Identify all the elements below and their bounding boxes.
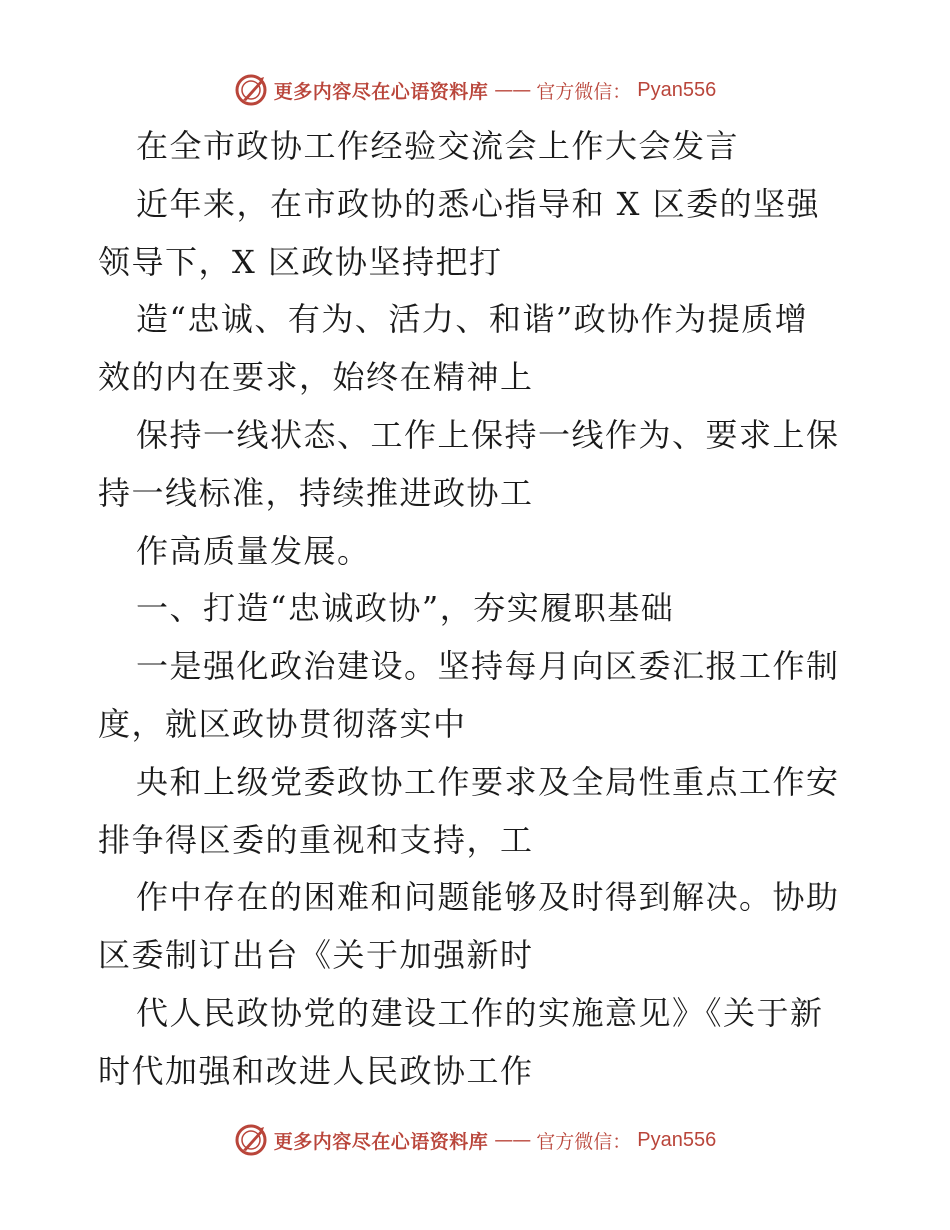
text-line: 区委制订出台《关于加强新时 bbox=[98, 936, 534, 975]
watermark-id: Pyan556 bbox=[637, 1128, 717, 1151]
quill-logo-icon bbox=[234, 1123, 268, 1157]
text-line: 保持一线状态、工作上保持一线作为、要求上保 bbox=[136, 415, 840, 454]
text-line: 一、打造“忠诚政协”，夯实履职基础 bbox=[136, 589, 675, 628]
watermark-footer bbox=[0, 1122, 950, 1158]
text-line: 造“忠诚、有为、活力、和谐”政协作为提质增 bbox=[136, 300, 809, 339]
watermark-brand: 更多内容尽在心语资料库 bbox=[273, 1130, 489, 1153]
text-line: 排争得区委的重视和支持，工 bbox=[98, 820, 534, 859]
watermark-id: Pyan556 bbox=[637, 78, 717, 101]
text-line: 近年来，在市政协的悉心指导和 X 区委的坚强 bbox=[136, 184, 821, 223]
watermark-dash: —— bbox=[494, 79, 531, 101]
text-line: 作高质量发展。 bbox=[136, 531, 371, 570]
watermark-dash: —— bbox=[494, 1129, 531, 1151]
watermark-label: 官方微信： bbox=[536, 1130, 632, 1153]
text-line: 效的内在要求，始终在精神上 bbox=[98, 358, 534, 397]
text-line: 持一线标准，持续推进政协工 bbox=[98, 473, 534, 512]
text-line: 度，就区政协贯彻落实中 bbox=[98, 704, 467, 743]
watermark-label: 官方微信： bbox=[536, 80, 632, 103]
watermark-brand: 更多内容尽在心语资料库 bbox=[273, 80, 489, 103]
document-body bbox=[98, 118, 858, 1101]
watermark-header bbox=[0, 72, 950, 108]
text-line: 作中存在的困难和问题能够及时得到解决。协助 bbox=[136, 878, 840, 917]
text-line: 一是强化政治建设。坚持每月向区委汇报工作制 bbox=[136, 647, 840, 686]
text-line: 央和上级党委政协工作要求及全局性重点工作安 bbox=[136, 762, 840, 801]
text-line: 领导下，X 区政协坚持把打 bbox=[98, 242, 503, 281]
quill-logo-icon bbox=[234, 73, 268, 107]
text-line: 代人民政协党的建设工作的实施意见》《关于新 bbox=[136, 993, 824, 1032]
text-line: 时代加强和改进人民政协工作 bbox=[98, 1051, 534, 1090]
text-line: 在全市政协工作经验交流会上作大会发言 bbox=[136, 127, 740, 165]
